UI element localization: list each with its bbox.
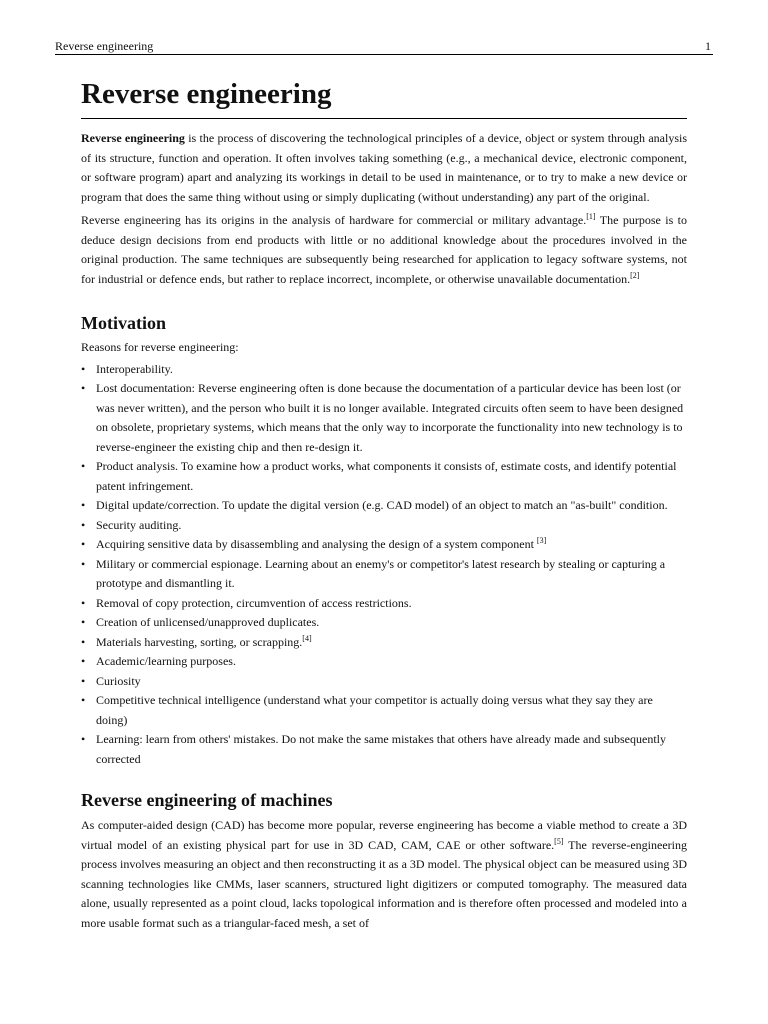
motivation-list-item xyxy=(81,535,687,555)
motivation-item-text: Creation of unlicensed/unapproved duplicates. xyxy=(96,615,320,629)
bullet-icon: • xyxy=(81,537,86,551)
intro-text-2a: Reverse engineering has its origins in the analysis of hardware for commercial or military advantage. xyxy=(81,213,587,227)
motivation-item-text: Materials harvesting, sorting, or scrapping. xyxy=(96,634,303,649)
article-body xyxy=(81,76,687,933)
bullet-icon: • xyxy=(81,595,86,610)
citation-1[interactable]: [1] xyxy=(586,212,596,221)
motivation-list-item xyxy=(81,691,687,730)
intro-text-1: is the process of discovering the technological principles of a device, object or system through analysis of its structure, function and operation. It often involves taking something (e.g., a mechanical device, electronic component, or software program) apart and analyzing its workings in detail to be used in maintenance, or to try to make a new device or program that does the same thing without using or simply duplicating (without understanding) any part of the original. xyxy=(81,131,687,204)
machines-text-a: As computer-aided design (CAD) has become more popular, reverse engineering has become a viable method to create a 3D virtual model of an existing physical part for use in 3D CAD, CAM, CAE or other software. xyxy=(81,818,687,852)
motivation-list-item xyxy=(81,672,687,692)
citation-2[interactable]: [2] xyxy=(630,270,640,280)
motivation-list-item xyxy=(81,652,687,672)
motivation-list-item xyxy=(81,730,687,769)
motivation-item-text: Removal of copy protection, circumvention of access restrictions. xyxy=(96,595,412,610)
bullet-icon: • xyxy=(81,693,86,707)
motivation-list-item xyxy=(81,633,687,653)
bullet-icon: • xyxy=(81,654,86,668)
motivation-list-item xyxy=(81,555,687,594)
motivation-list-item xyxy=(81,360,687,380)
citation-ref[interactable]: [4] xyxy=(302,633,312,643)
intro-paragraph-1 xyxy=(81,129,687,207)
motivation-list-item xyxy=(81,496,687,516)
bullet-icon: • xyxy=(81,381,86,395)
bullet-icon: • xyxy=(81,517,86,532)
machines-paragraph xyxy=(81,816,687,933)
motivation-heading: Motivation xyxy=(81,313,166,333)
bullet-icon: • xyxy=(81,732,86,746)
bullet-icon: • xyxy=(81,673,86,688)
intro-text-2b: The purpose is to deduce design decisions from end products with little or no additional knowledge about the procedures involved in the original production. The same techniques are subsequently being researched for application to legacy software systems, not for industrial or defence ends, but rather to replace incorrect, incomplete, or otherwise unavailable documentation. xyxy=(81,213,687,286)
motivation-item-text: Lost documentation: Reverse engineering often is done because the documentation of a particular device has been lost (or was never written), and the person who built it is no longer available. Integrated circuits often seem to have been designed on obsolete, proprietary systems, which means that the only way to incorporate the functionality into new technology is to reverse-engineer the existing chip and then re-design it. xyxy=(96,381,684,454)
motivation-list-item xyxy=(81,379,687,457)
running-header xyxy=(55,38,713,55)
motivation-item-text: Acquiring sensitive data by disassembling and analysing the design of a system component xyxy=(96,537,537,551)
motivation-item-text: Interoperability. xyxy=(96,361,173,376)
motivation-item-text: Military or commercial espionage. Learning about an enemy's or competitor's latest research by stealing or capturing a prototype and dismantling it. xyxy=(96,556,666,590)
motivation-list xyxy=(81,360,687,770)
bullet-icon: • xyxy=(81,615,86,629)
bullet-icon: • xyxy=(81,498,86,512)
citation-5[interactable]: [5] xyxy=(554,836,564,846)
bullet-icon: • xyxy=(81,361,86,376)
motivation-item-text: Digital update/correction. To update the digital version (e.g. CAD model) of an object to match an "as-built" condition. xyxy=(96,498,668,512)
motivation-list-item xyxy=(81,594,687,614)
machines-text-b: The reverse-engineering process involves measuring an object and then reconstructing it as a 3D model. The physical object can be measured using 3D scanning technologies like CMMs, laser scanners, structured light digitizers or computed tomography. The measured data alone, usually represented as a point cloud, lacks topological information and is therefore often processed and modeled into a more usable format such as a triangular-faced mesh, a set of xyxy=(81,837,687,930)
bullet-icon: • xyxy=(81,459,86,473)
motivation-lead: Reasons for reverse engineering: xyxy=(81,340,239,354)
motivation-list-item xyxy=(81,613,687,633)
intro-paragraph-2 xyxy=(81,211,687,289)
motivation-item-text: Competitive technical intelligence (understand what your competitor is actually doing versus what they say they are doing) xyxy=(96,693,653,727)
page-number: 1 xyxy=(705,39,711,53)
motivation-item-text: Curiosity xyxy=(96,673,141,688)
bullet-icon: • xyxy=(81,634,86,649)
motivation-item-text: Product analysis. To examine how a product works, what components it consists of, estimate costs, and identify potential patent infringement. xyxy=(96,459,677,493)
machines-heading: Reverse engineering of machines xyxy=(81,790,333,810)
citation-ref[interactable]: [3] xyxy=(536,536,547,545)
motivation-list-item xyxy=(81,516,687,536)
motivation-item-text: Security auditing. xyxy=(96,517,182,532)
running-title: Reverse engineering xyxy=(55,39,154,53)
intro-term: Reverse engineering xyxy=(81,131,185,145)
motivation-item-text: Learning: learn from others' mistakes. Do not make the same mistakes that others have already made and subsequently corrected xyxy=(96,732,666,766)
motivation-list-item xyxy=(81,457,687,496)
article-title: Reverse engineering xyxy=(81,76,687,119)
motivation-item-text: Academic/learning purposes. xyxy=(96,654,236,668)
bullet-icon: • xyxy=(81,556,86,571)
